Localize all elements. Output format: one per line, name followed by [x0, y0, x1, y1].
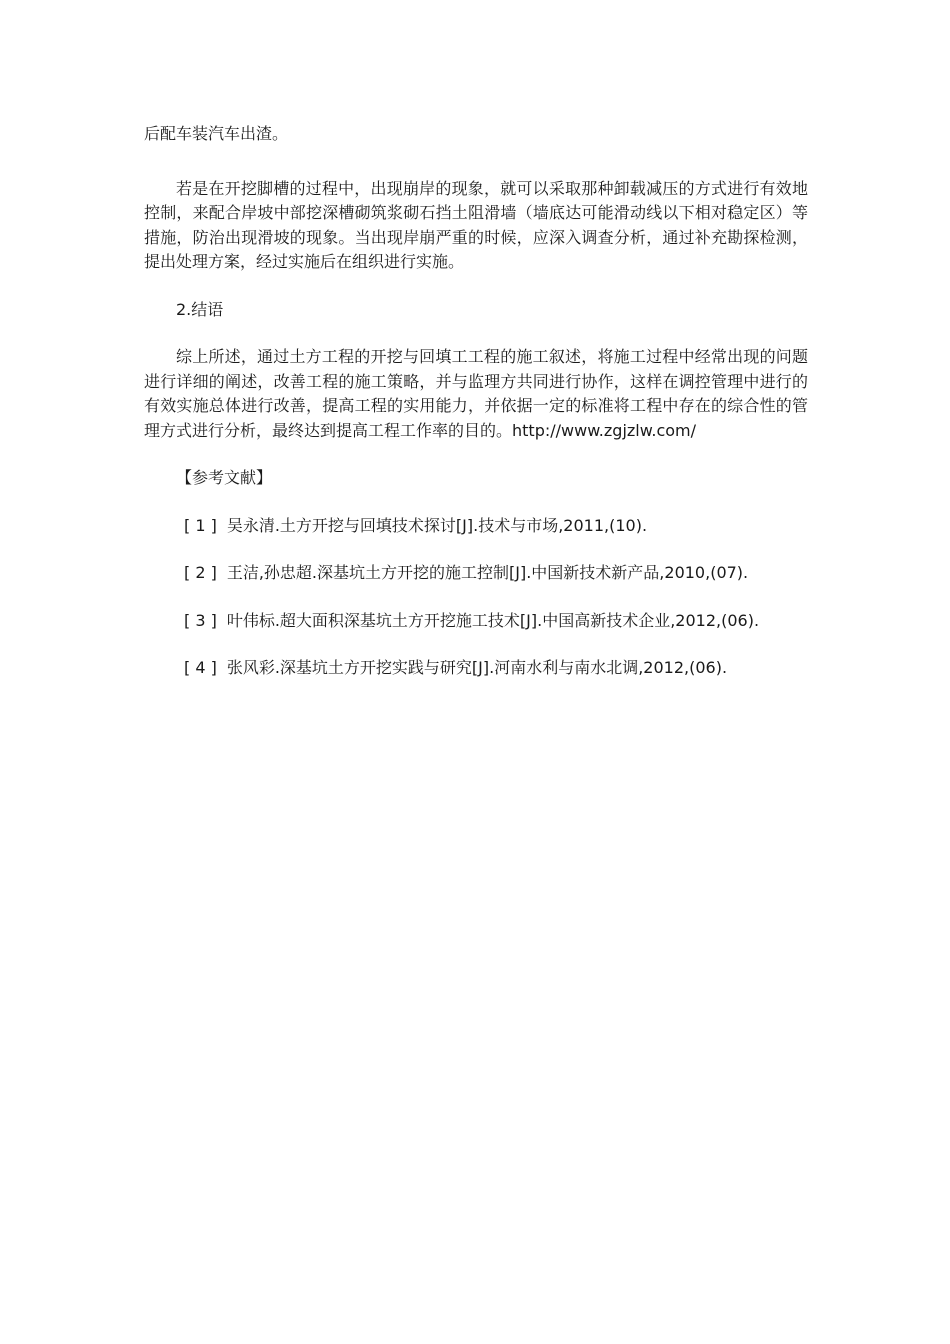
reference-text: 吴永清.土方开挖与回填技术探讨[J].技术与市场,2011,(10). — [226, 515, 648, 535]
spacer — [144, 633, 808, 656]
paragraph-conclusion: 综上所述，通过土方工程的开挖与回填工工程的施工叙述，将施工过程中经常出现的问题进行详细的阐述，改善工程的施工策略，并与监理方共同进行协作，这样在调控管理中进行的有效实施总体进行改善，提高工程的实用能力，并依据一定的标准将工程中存在的综合性的管理方式进行分析，最终达到提高工程工作率的目的。http://www.zgjzlw.com/ — [144, 347, 808, 440]
spacer — [144, 538, 808, 561]
reference-number: [ 3 ] — [184, 610, 217, 630]
reference-text: 张风彩.深基坑土方开挖实践与研究[J].河南水利与南水北调,2012,(06). — [226, 658, 728, 677]
spacer — [144, 443, 808, 466]
spacer — [144, 586, 808, 609]
continuation-text: 后配车装汽车出渣。 — [144, 124, 289, 143]
reference-item — [144, 609, 808, 634]
reference-item — [144, 656, 808, 681]
reference-text: 王洁,孙忠超.深基坑土方开挖的施工控制[J].中国新技术新产品,2010,(07). — [226, 563, 749, 582]
spacer — [144, 322, 808, 345]
reference-item — [144, 561, 808, 586]
reference-number: [ 2 ] — [184, 563, 217, 582]
section-heading: 2.结语 — [176, 299, 224, 319]
reference-item — [144, 514, 808, 539]
spacer — [144, 147, 808, 177]
reference-text: 叶伟标.超大面积深基坑土方开挖施工技术[J].中国高新技术企业,2012,(06). — [226, 610, 760, 630]
spacer — [144, 275, 808, 298]
document-page — [144, 122, 808, 681]
paragraph-body: 若是在开挖脚槽的过程中，出现崩岸的现象，就可以采取那种卸载减压的方式进行有效地控制，来配合岸坡中部挖深槽砌筑浆砌石挡土阻滑墙（墙底达可能滑动线以下相对稳定区）等措施，防治出现滑坡的现象。当出现岸崩严重的时候，应深入调查分析，通过补充勘探检测，提出处理方案，经过实施后在组织进行实施。 — [144, 178, 808, 271]
reference-number: [ 4 ] — [184, 658, 217, 677]
reference-number: [ 1 ] — [184, 515, 217, 535]
spacer — [144, 491, 808, 514]
references-title: 【参考文献】 — [176, 468, 273, 487]
reference-list — [144, 514, 808, 681]
